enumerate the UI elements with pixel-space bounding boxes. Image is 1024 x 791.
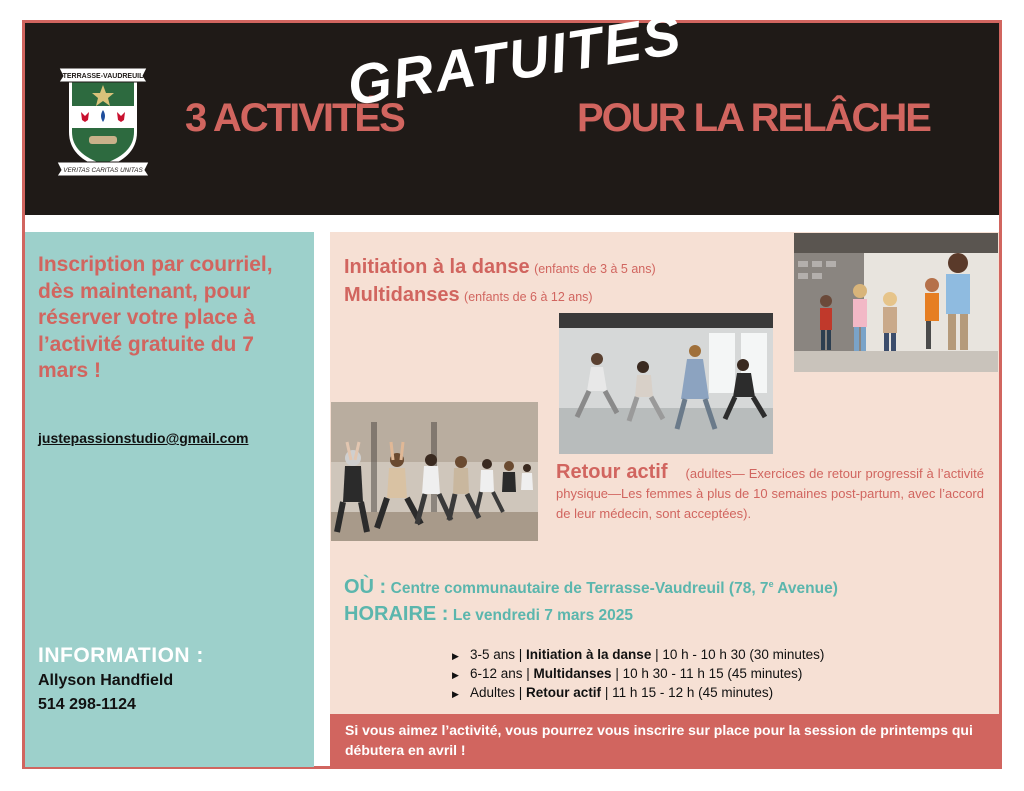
registration-text: Inscription par courriel, dès maintenant, pour réserver votre place à l’activité gratuite du 7 mars ! (38, 253, 273, 382)
schedule-time: | 10 h - 10 h 30 (30 minutes) (651, 647, 825, 662)
location-main: Centre communautaire de Terrasse-Vaudreuil (78, 7 (390, 580, 769, 597)
title-part-2: POUR LA RELÂCHE (577, 96, 930, 140)
activity-detail: (enfants de 6 à 12 ans) (464, 290, 593, 304)
kids-dancing-photo (794, 233, 998, 372)
activity-name: Retour actif (556, 461, 668, 483)
activity-detail: (adultes— Exercices de retour progressif à l’activité physique—Les femmes à plus de 10 semaines post-partum, avec l’accord de leur médecin, sont acceptées). (556, 466, 985, 521)
schedule-list (452, 647, 824, 704)
schedule-time: | 11 h 15 - 12 h (45 minutes) (601, 685, 774, 700)
crest-top-banner (59, 68, 147, 82)
multidance-photo (559, 313, 773, 454)
crest-motto-text: VERITAS CARITAS UNITAS (63, 167, 143, 174)
schedule-date: Le vendredi 7 mars 2025 (452, 607, 633, 624)
location-end: Avenue) (773, 580, 838, 597)
crest-top-text: TERRASSE-VAUDREUIL (62, 73, 144, 80)
schedule-activity: Retour actif (526, 685, 602, 700)
schedule-activity: Multidanses (533, 666, 612, 681)
bullet-triangle-icon: ▶ (452, 651, 459, 661)
schedule-age: 6-12 ans | (470, 666, 534, 681)
schedule-age: 3-5 ans | (470, 647, 527, 662)
schedule-item (452, 647, 824, 666)
activity-detail: (enfants de 3 à 5 ans) (534, 262, 656, 276)
schedule-line (344, 603, 633, 626)
schedule-item (452, 685, 824, 704)
schedule-label: HORAIRE : (344, 603, 449, 625)
crest-bottom-banner (57, 162, 149, 176)
activity-dance-initiation (344, 256, 656, 279)
email-link[interactable]: justepassionstudio@gmail.com (38, 430, 249, 446)
schedule-age: Adultes | (470, 685, 527, 700)
title-part-1: 3 ACTIVITÉS (185, 96, 404, 140)
active-class-photo (331, 402, 538, 541)
location-label: OÙ : (344, 576, 387, 598)
schedule-time: | 10 h 30 - 11 h 15 (45 minutes) (611, 666, 803, 681)
bullet-triangle-icon: ▶ (452, 689, 459, 699)
contact-name: Allyson Handfield (38, 672, 174, 689)
contact-phone: 514 298-1124 (38, 696, 136, 713)
location-sup: e (768, 578, 774, 589)
activity-name: Multidanses (344, 284, 460, 306)
crest-logo (55, 62, 151, 180)
location-value (391, 580, 838, 597)
retour-actif-description (556, 462, 984, 524)
schedule-activity: Initiation à la danse (526, 647, 652, 662)
banner-text: Si vous aimez l’activité, vous pourrez vous inscrire sur place pour la session de printemps qui débutera en avril ! (345, 722, 973, 758)
activity-multidanses (344, 284, 593, 307)
location-line (344, 576, 838, 599)
title-accent: GRATUITES (343, 2, 687, 118)
bullet-triangle-icon: ▶ (452, 670, 459, 680)
schedule-item (452, 666, 824, 685)
info-heading: INFORMATION : (38, 644, 204, 667)
crest-shield (69, 76, 137, 168)
activity-name: Initiation à la danse (344, 256, 530, 278)
